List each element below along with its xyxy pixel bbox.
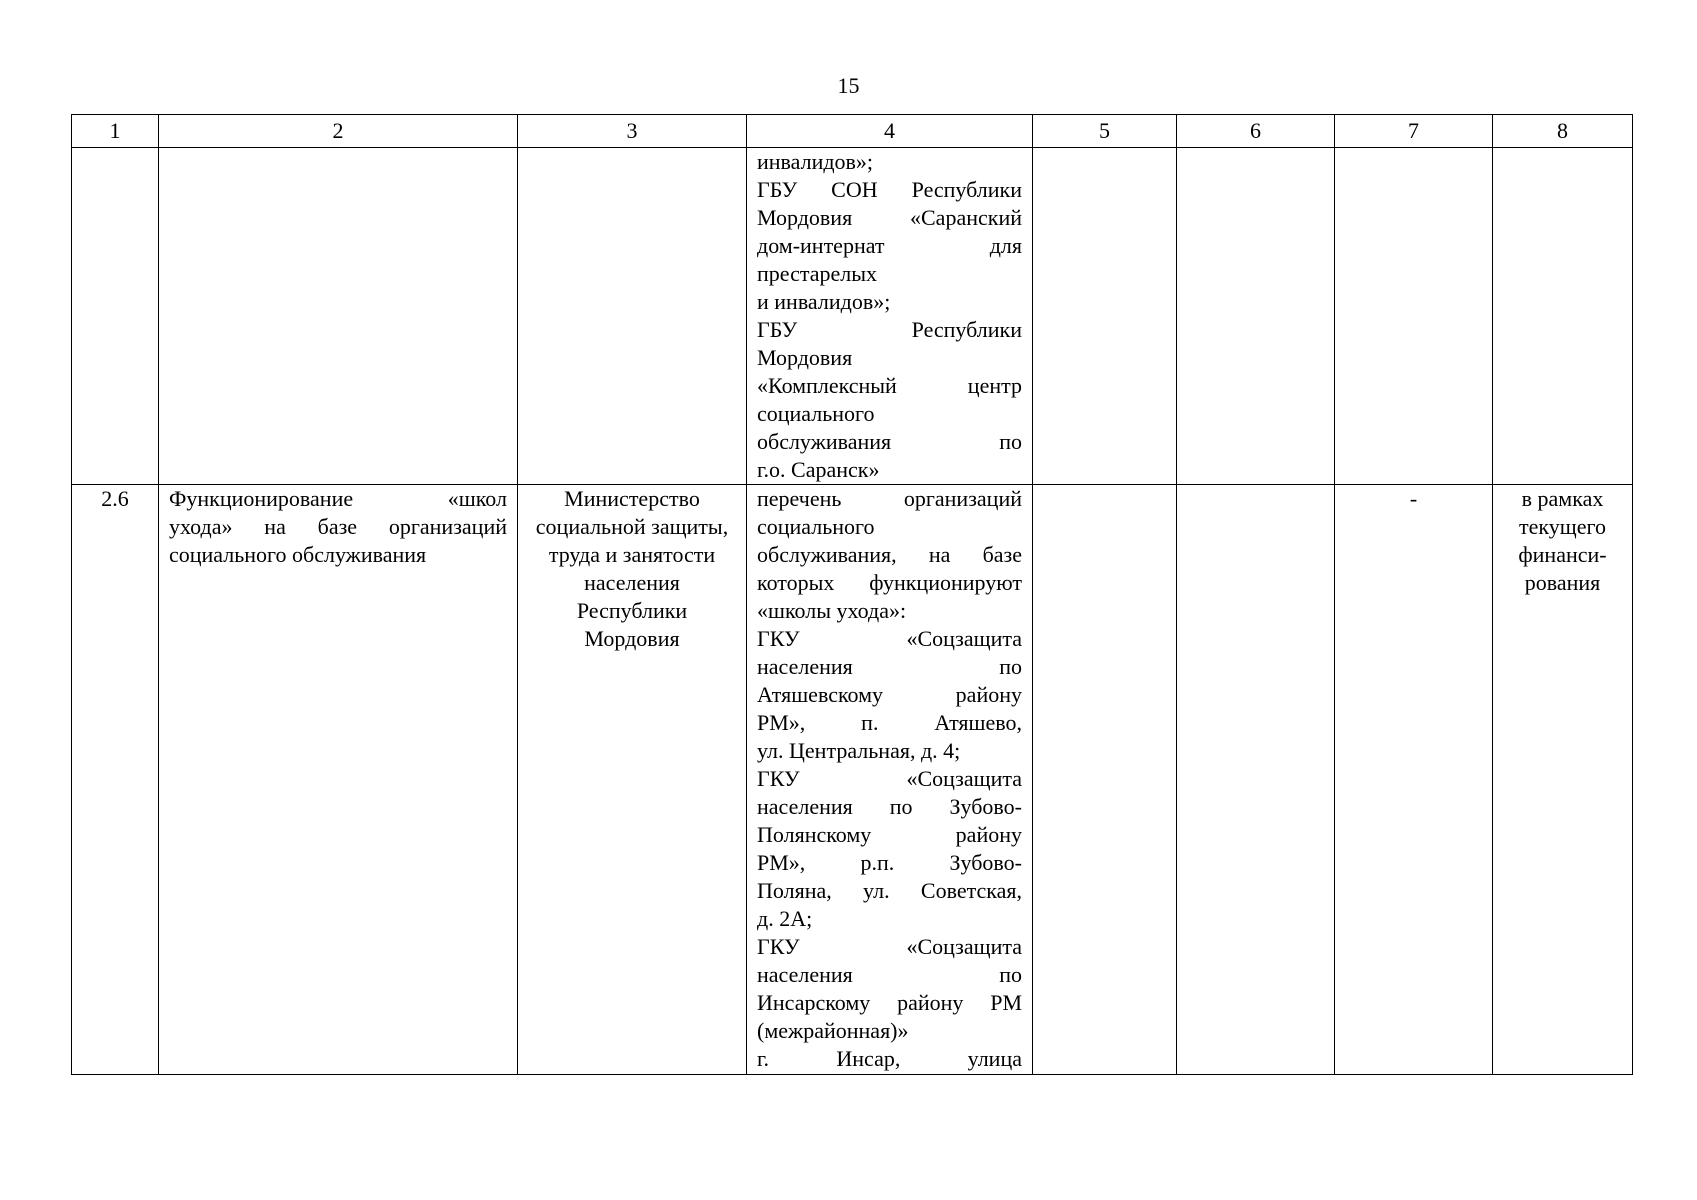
cell-col7 [1335,148,1493,485]
row-number-cell [72,148,159,485]
text-line: населения по [757,654,1022,679]
row-number-cell: 2.6 [72,485,159,1075]
text-line: ГБУ СОН Республики [757,177,1022,202]
text-line: г.о. Саранск» [757,457,880,482]
text-line: социального [757,514,875,539]
header-cell-4: 4 [747,115,1033,148]
table-row [72,148,1633,485]
result-cell [747,148,1033,485]
cell-col7: - [1335,485,1493,1075]
cell-col6 [1177,485,1335,1075]
header-cell-2: 2 [159,115,518,148]
funding-cell [1493,148,1633,485]
text-line: социального обслуживания [169,542,427,567]
text-line: РМ», п. Атяшево, [757,710,1022,735]
header-cell-3: 3 [518,115,747,148]
text-line: обслуживания по [757,429,1022,454]
funding-cell: в рамках текущего финанси-рования [1493,485,1633,1075]
header-cell-6: 6 [1177,115,1335,148]
text-line: Поляна, ул. Советская, [757,878,1022,903]
text-line: «школы ухода»: [757,598,907,623]
text-line: обслуживания, на базе [757,542,1022,567]
text-line: и инвалидов»; [757,289,891,314]
header-cell-8: 8 [1493,115,1633,148]
header-row [72,115,1633,148]
text-line: дом-интернат для [757,233,1022,258]
text-line: «Комплексный центр [757,373,1022,398]
text-line: ул. Центральная, д. 4; [757,738,961,763]
table-row [72,485,1633,1075]
text-line: Мордовия «Саранский [757,205,1022,230]
text-line: ГКУ «Соцзащита [757,934,1022,959]
text-line: Мордовия [757,345,853,370]
text-line: г. Инсар, улица [757,1046,1022,1071]
text-line: Атяшевскому району [757,682,1022,707]
text-line: населения по Зубово- [757,794,1022,819]
header-cell-5: 5 [1033,115,1177,148]
text-line: (межрайонная)» [757,1018,909,1043]
text-line: инвалидов»; [757,149,874,174]
text-line: населения по [757,962,1022,987]
text-line: д. 2А; [757,906,813,931]
text-line: Функционирование «школ [169,486,507,511]
text-line: ГКУ «Соцзащита [757,766,1022,791]
text-line: ГБУ Республики [757,317,1022,342]
text-line: ГКУ «Соцзащита [757,626,1022,651]
cell-col6 [1177,148,1335,485]
text-line: социального [757,401,875,426]
measure-name-cell [159,148,518,485]
cell-col5 [1033,485,1177,1075]
responsible-cell [518,148,747,485]
text-line: Инсарскому району РМ [757,990,1022,1015]
page-number: 15 [837,73,860,98]
measure-name-cell [159,485,518,1075]
text-line: ухода» на базе организаций [169,514,507,539]
result-cell [747,485,1033,1075]
text-line: РМ», р.п. Зубово- [757,850,1022,875]
text-line: перечень организаций [757,486,1022,511]
document-table [71,114,1633,1075]
text-line: Полянскому району [757,822,1022,847]
header-cell-1: 1 [72,115,159,148]
header-cell-7: 7 [1335,115,1493,148]
cell-col5 [1033,148,1177,485]
text-line: которых функционируют [757,570,1022,595]
responsible-cell: Министерство социальной защиты, труда и занятости населения Республики Мордовия [518,485,747,1075]
text-line: престарелых [757,261,878,286]
